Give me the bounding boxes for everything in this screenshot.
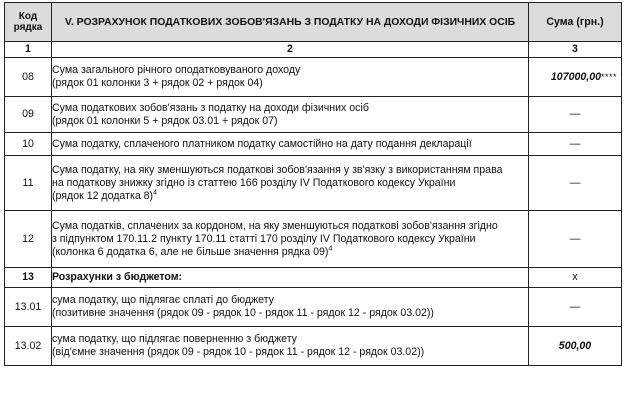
value-amount: 500,00 bbox=[558, 339, 592, 352]
description-line: (рядок 01 колонки 3 + рядок 02 + рядок 04) bbox=[52, 77, 263, 89]
description-line: (позитивне значення (рядок 09 - рядок 10 - рядок 11 - рядок 12 - рядок 03.02)) bbox=[52, 307, 434, 319]
description-line: Сума податкових зобов'язань з податку на доходи фізичних осіб bbox=[52, 101, 369, 114]
row-value: — bbox=[529, 133, 622, 156]
description-line: Сума загального річного оподатковуваного доходу bbox=[52, 64, 301, 76]
column-number: 2 bbox=[52, 42, 529, 58]
row-code: 11 bbox=[5, 156, 52, 211]
tax-calculation-table bbox=[4, 2, 622, 366]
column-number: 1 bbox=[5, 42, 52, 58]
row-value bbox=[529, 58, 622, 97]
row-code: 12 bbox=[5, 211, 52, 268]
description-line: (рядок 01 колонки 5 + рядок 03.01 + рядок 07) bbox=[52, 114, 278, 127]
table-row-13 bbox=[5, 268, 622, 288]
column-numbers-row bbox=[5, 42, 622, 58]
section-title: V. РОЗРАХУНОК ПОДАТКОВИХ ЗОБОВ'ЯЗАНЬ З ПОДАТКУ НА ДОХОДИ ФІЗИЧНИХ ОСІБ bbox=[52, 3, 529, 42]
footnote-marker: 4 bbox=[328, 244, 333, 252]
row-value: — bbox=[529, 97, 622, 133]
row-code: 09 bbox=[5, 97, 52, 133]
row-value: x bbox=[529, 268, 622, 288]
table-row-13-01 bbox=[5, 288, 622, 327]
row-description bbox=[52, 327, 529, 366]
table-header-row bbox=[5, 3, 622, 42]
table-row-12 bbox=[5, 211, 622, 268]
description-line: (рядок 12 додатка 8) bbox=[52, 189, 154, 202]
description-line-with-note bbox=[52, 190, 528, 203]
table-row-13-02 bbox=[5, 327, 622, 366]
row-code: 08 bbox=[5, 58, 52, 97]
table-row-11 bbox=[5, 156, 622, 211]
row-code: 13 bbox=[5, 268, 52, 288]
row-description bbox=[52, 268, 529, 288]
description-line: з підпунктом 170.11.2 пункту 170.11 статті 170 розділу IV Податкового кодексу України bbox=[52, 232, 476, 245]
description-line: Розрахунки з бюджетом: bbox=[52, 271, 183, 283]
description-line: (від'ємне значення (рядок 09 - рядок 10 - рядок 11 - рядок 12 - рядок 03.02)) bbox=[52, 346, 425, 358]
description-line: сума податку, що підлягає поверненню з бюджету bbox=[52, 333, 297, 345]
row-value: — bbox=[529, 288, 622, 327]
value-amount: 107000,00 bbox=[550, 70, 601, 83]
description-line: Сума податку, на яку зменшуються податкові зобов'язання у зв'язку з використанням права bbox=[52, 163, 503, 176]
sum-column-header: Сума (грн.) bbox=[529, 3, 622, 42]
row-description bbox=[52, 97, 529, 133]
row-value: — bbox=[529, 156, 622, 211]
value-footnote-marker: **** bbox=[600, 71, 617, 82]
description-line: на податкову знижку згідно із статтею 166 розділу IV Податкового кодексу України bbox=[52, 176, 456, 189]
row-value: — bbox=[529, 211, 622, 268]
code-column-header: Код рядка bbox=[5, 3, 52, 42]
footnote-marker: 4 bbox=[153, 188, 157, 196]
description-line-with-note bbox=[52, 246, 528, 259]
table-row-10 bbox=[5, 133, 622, 156]
column-number: 3 bbox=[529, 42, 622, 58]
row-description bbox=[52, 288, 529, 327]
row-code: 10 bbox=[5, 133, 52, 156]
row-description bbox=[52, 211, 529, 268]
row-code: 13.01 bbox=[5, 288, 52, 327]
table-row-09 bbox=[5, 97, 622, 133]
description-line: Сума податків, сплачених за кордоном, на яку зменшуються податкові зобов'язання згідно bbox=[52, 219, 498, 232]
row-description bbox=[52, 133, 529, 156]
row-description bbox=[52, 58, 529, 97]
row-description bbox=[52, 156, 529, 211]
row-code: 13.02 bbox=[5, 327, 52, 366]
table-row-08 bbox=[5, 58, 622, 97]
description-line: (колонка 6 додатка 6, але не більше значення рядка 09) bbox=[52, 245, 329, 258]
description-line: сума податку, що підлягає сплаті до бюджету bbox=[52, 294, 274, 306]
description-line: Сума податку, сплаченого платником податку самостійно на дату подання декларації bbox=[52, 137, 472, 150]
row-value bbox=[529, 327, 622, 366]
